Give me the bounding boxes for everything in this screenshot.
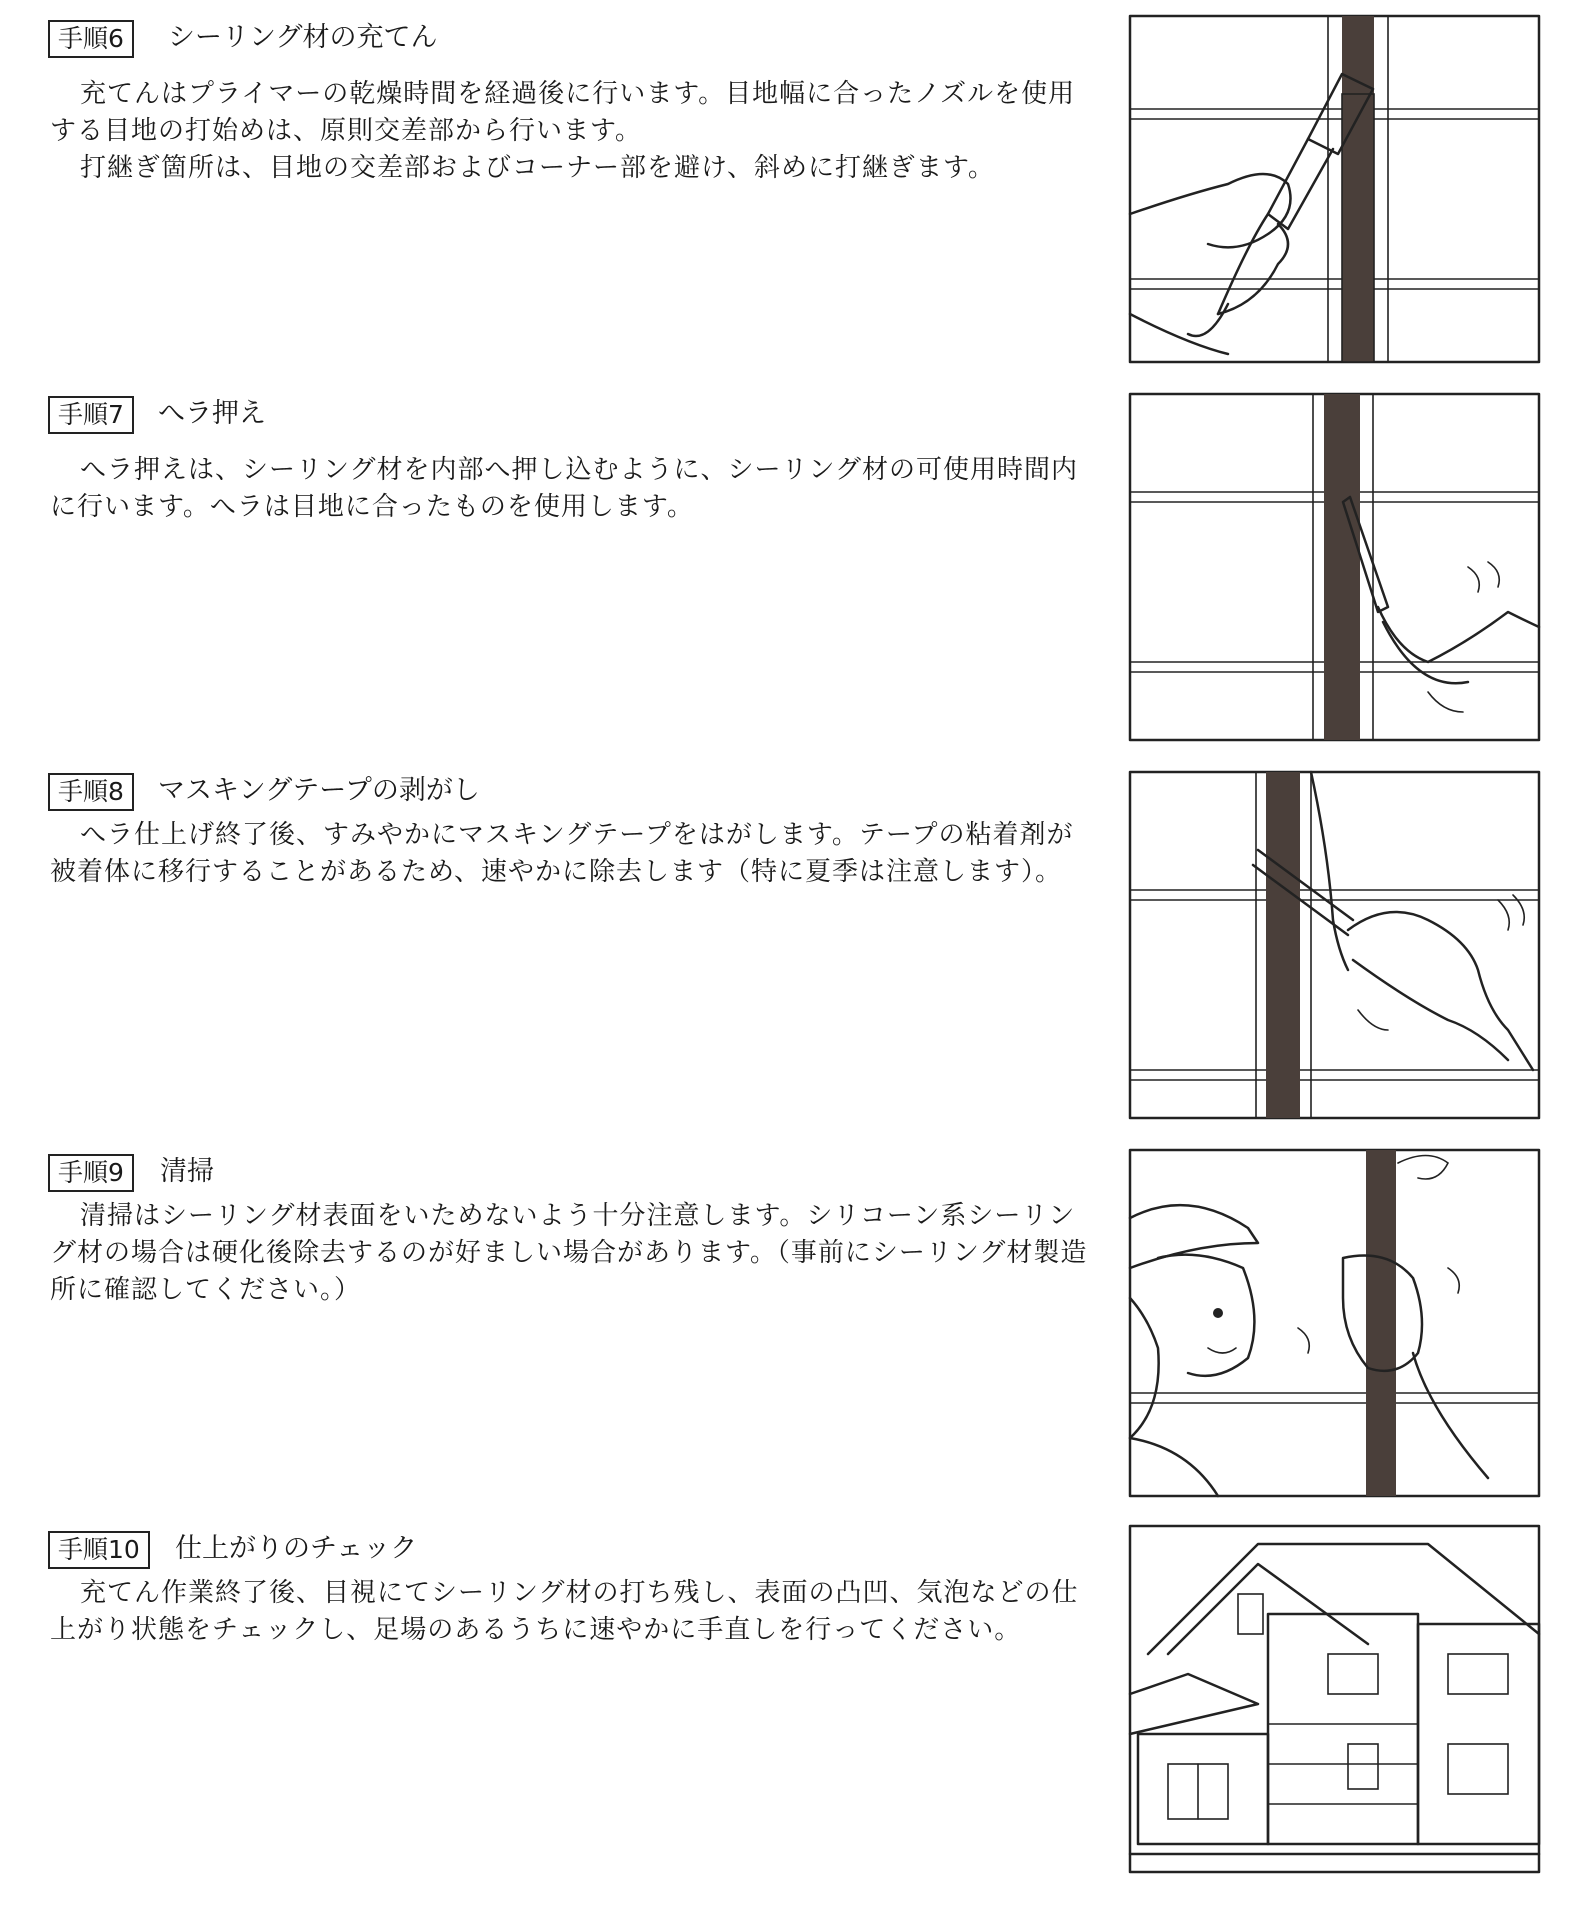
step-description bbox=[50, 1575, 1100, 1649]
step-title: マスキングテープの剥がし bbox=[158, 775, 480, 806]
step-description bbox=[50, 817, 1100, 891]
step-description bbox=[50, 1198, 1100, 1309]
step-paragraph: 清掃はシーリング材表面をいためないよう十分注意します。シリコーン系シーリング材の場合は硬化後除去するのが好ましい場合があります。（事前にシーリング材製造所に確認してください。） bbox=[50, 1201, 1088, 1305]
step-title: 仕上がりのチェック bbox=[175, 1533, 418, 1564]
cleaning-worker-illustration bbox=[1128, 1148, 1541, 1498]
step-number-label: 手順9 bbox=[48, 1154, 134, 1192]
step-number-label: 手順7 bbox=[48, 396, 134, 434]
step-title: シーリング材の充てん bbox=[168, 22, 438, 53]
step-paragraph: 打継ぎ箇所は、目地の交差部およびコーナー部を避け、斜めに打継ぎます。 bbox=[80, 153, 995, 183]
finished-house-illustration bbox=[1128, 1524, 1541, 1874]
spatula-illustration bbox=[1128, 392, 1541, 742]
step-title: 清掃 bbox=[160, 1156, 214, 1187]
step-paragraph: 充てん作業終了後、目視にてシーリング材の打ち残し、表面の凸凹、気泡などの仕上がり状態をチェックし、足場のあるうちに速やかに手直しを行ってください。 bbox=[50, 1578, 1079, 1645]
step-paragraph: 充てんはプライマーの乾燥時間を経過後に行います。目地幅に合ったノズルを使用する目地の打始めは、原則交差部から行います。 bbox=[50, 79, 1076, 146]
masking-tape-illustration bbox=[1128, 770, 1541, 1120]
step-number-label: 手順6 bbox=[48, 20, 134, 58]
step-title: へラ押え bbox=[158, 398, 266, 429]
step-number-label: 手順10 bbox=[48, 1531, 150, 1569]
step-description bbox=[50, 76, 1100, 187]
step-paragraph: へラ仕上げ終了後、すみやかにマスキングテープをはがします。テープの粘着剤が被着体に移行することがあるため、速やかに除去します（特に夏季は注意します）。 bbox=[50, 820, 1074, 887]
step-number-label: 手順8 bbox=[48, 773, 134, 811]
step-paragraph: へラ押えは、シーリング材を内部へ押し込むように、シーリング材の可使用時間内に行います。へラは目地に合ったものを使用します。 bbox=[50, 455, 1078, 522]
step-description bbox=[50, 452, 1100, 526]
sealant-gun-illustration bbox=[1128, 14, 1541, 364]
